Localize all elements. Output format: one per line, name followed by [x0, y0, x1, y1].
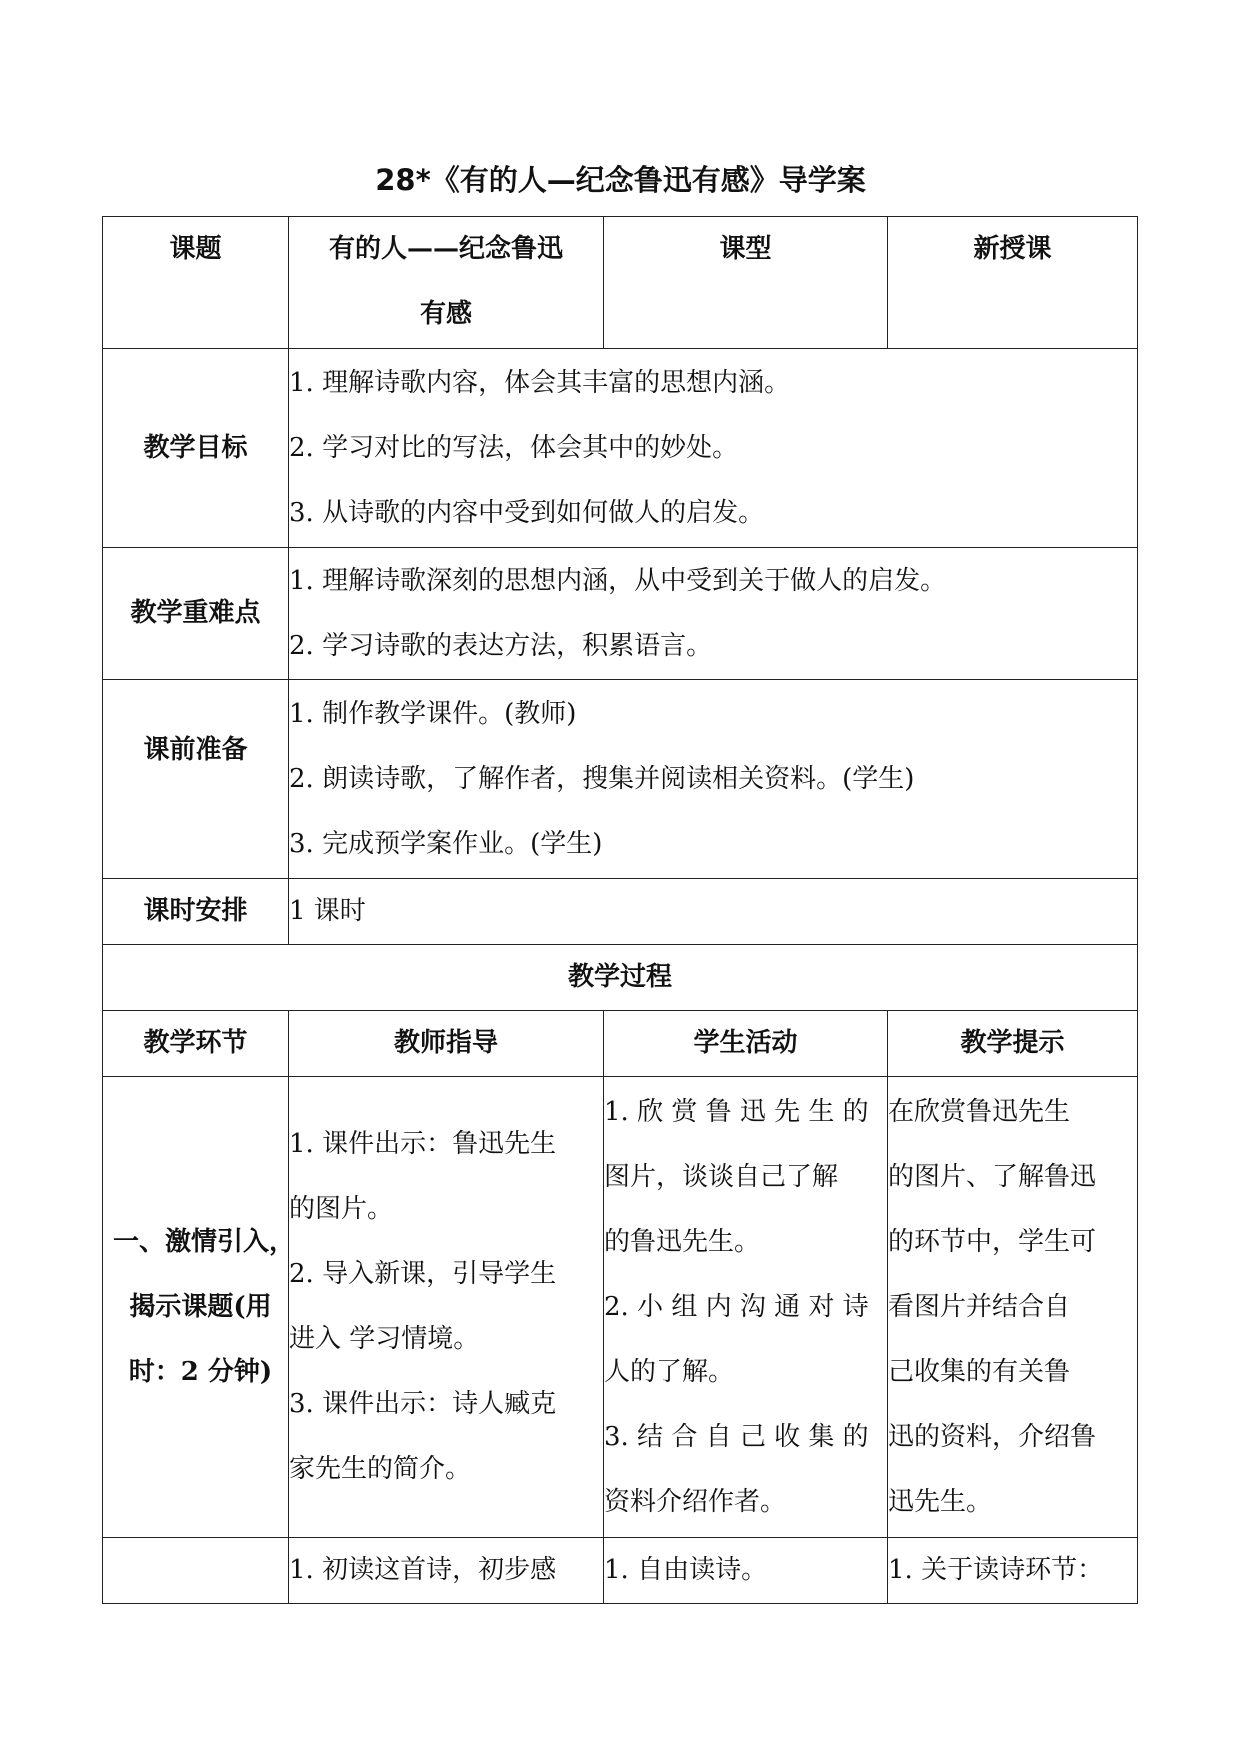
- tip-line: 迅的资料，介绍鲁: [888, 1421, 1097, 1452]
- key-points-row: [103, 548, 1138, 680]
- student-line: 2. 小 组 内 沟 通 对 诗: [604, 1291, 869, 1322]
- tip-line: 迅先生。: [888, 1486, 993, 1517]
- process-header-row: [103, 1011, 1138, 1077]
- type-value: 新授课: [888, 217, 1138, 349]
- teacher-guidance-cell: [289, 1538, 604, 1604]
- tip-line: 的环节中，学生可: [888, 1226, 1097, 1257]
- column-header-tips: 教学提示: [888, 1011, 1138, 1077]
- tip-line: 1. 关于读诗环节：: [888, 1555, 1104, 1585]
- stage-line: 时：2 分钟): [128, 1356, 273, 1387]
- preparation-label: 课前准备: [103, 680, 289, 879]
- goals-row: [103, 349, 1138, 548]
- schedule-row: [103, 879, 1138, 945]
- document-title: 28*《有的人—纪念鲁迅有感》导学案: [375, 163, 866, 197]
- student-line: 人的了解。: [604, 1356, 735, 1387]
- key-points-content: [289, 548, 1138, 680]
- topic-value-line: 有感: [419, 299, 472, 329]
- key-point-item: 1. 理解诗歌深刻的思想内涵，从中受到关于做人的启发。: [289, 565, 947, 596]
- student-activity-cell: [604, 1538, 888, 1604]
- student-activity-cell: [604, 1077, 888, 1538]
- stage-line: 一、激情引入，: [113, 1226, 296, 1257]
- teacher-line: 1. 初读这首诗，初步感: [289, 1555, 557, 1585]
- teacher-line: 1. 课件出示：鲁迅先生: [289, 1129, 557, 1159]
- key-points-label: 教学重难点: [103, 548, 289, 680]
- tip-line: 看图片并结合自: [888, 1291, 1071, 1322]
- goal-item: 2. 学习对比的写法，体会其中的妙处。: [289, 432, 739, 463]
- lesson-plan-table: [102, 216, 1138, 1604]
- teacher-line: 3. 课件出示：诗人臧克: [289, 1389, 557, 1419]
- preparation-row: [103, 680, 1138, 879]
- stage-cell: [103, 1538, 289, 1604]
- preparation-item: 3. 完成预学案作业。(学生): [289, 828, 603, 859]
- stage-line: 揭示课题(用: [129, 1291, 272, 1322]
- goal-item: 3. 从诗歌的内容中受到如何做人的启发。: [289, 497, 765, 528]
- teacher-line: 家先生的简介。: [289, 1454, 472, 1484]
- teaching-tip-cell: [888, 1538, 1138, 1604]
- process-title: 教学过程: [103, 945, 1138, 1011]
- key-point-item: 2. 学习诗歌的表达方法，积累语言。: [289, 630, 713, 661]
- goal-item: 1. 理解诗歌内容，体会其丰富的思想内涵。: [289, 367, 791, 398]
- teacher-line: 进入 学习情境。: [289, 1324, 480, 1354]
- teaching-tip-cell: [888, 1077, 1138, 1538]
- preparation-content: [289, 680, 1138, 879]
- process-section-row: [103, 1538, 1138, 1604]
- student-line: 图片，谈谈自己了解: [604, 1161, 839, 1192]
- stage-cell: [103, 1077, 296, 1538]
- topic-value: [289, 217, 604, 349]
- teacher-line: 2. 导入新课，引导学生: [289, 1259, 557, 1289]
- teacher-guidance-cell: [289, 1077, 604, 1538]
- process-title-row: [103, 945, 1138, 1011]
- tip-line: 的图片、了解鲁迅: [888, 1161, 1097, 1192]
- schedule-label: 课时安排: [103, 879, 289, 945]
- tip-line: 在欣赏鲁迅先生: [888, 1096, 1071, 1127]
- process-section-row: [103, 1077, 1138, 1538]
- goals-label: 教学目标: [103, 349, 289, 548]
- topic-label: 课题: [103, 217, 289, 349]
- student-line: 资料介绍作者。: [604, 1486, 787, 1517]
- topic-value-line: 有的人——纪念鲁迅: [328, 234, 563, 264]
- column-header-stage: 教学环节: [103, 1011, 289, 1077]
- goals-content: [289, 349, 1138, 548]
- info-row: [103, 217, 1138, 349]
- schedule-value: 1 课时: [289, 879, 1138, 945]
- column-header-student: 学生活动: [604, 1011, 888, 1077]
- column-header-teacher: 教师指导: [289, 1011, 604, 1077]
- student-line: 1. 自由读诗。: [604, 1555, 768, 1585]
- preparation-item: 1. 制作教学课件。(教师): [289, 698, 577, 729]
- student-line: 3. 结 合 自 己 收 集 的: [604, 1421, 869, 1452]
- student-line: 的鲁迅先生。: [604, 1226, 761, 1257]
- student-line: 1. 欣 赏 鲁 迅 先 生 的: [604, 1096, 869, 1127]
- preparation-item: 2. 朗读诗歌，了解作者，搜集并阅读相关资料。(学生): [289, 763, 915, 794]
- type-label: 课型: [604, 217, 888, 349]
- teacher-line: 的图片。: [289, 1194, 394, 1224]
- tip-line: 己收集的有关鲁: [888, 1356, 1071, 1387]
